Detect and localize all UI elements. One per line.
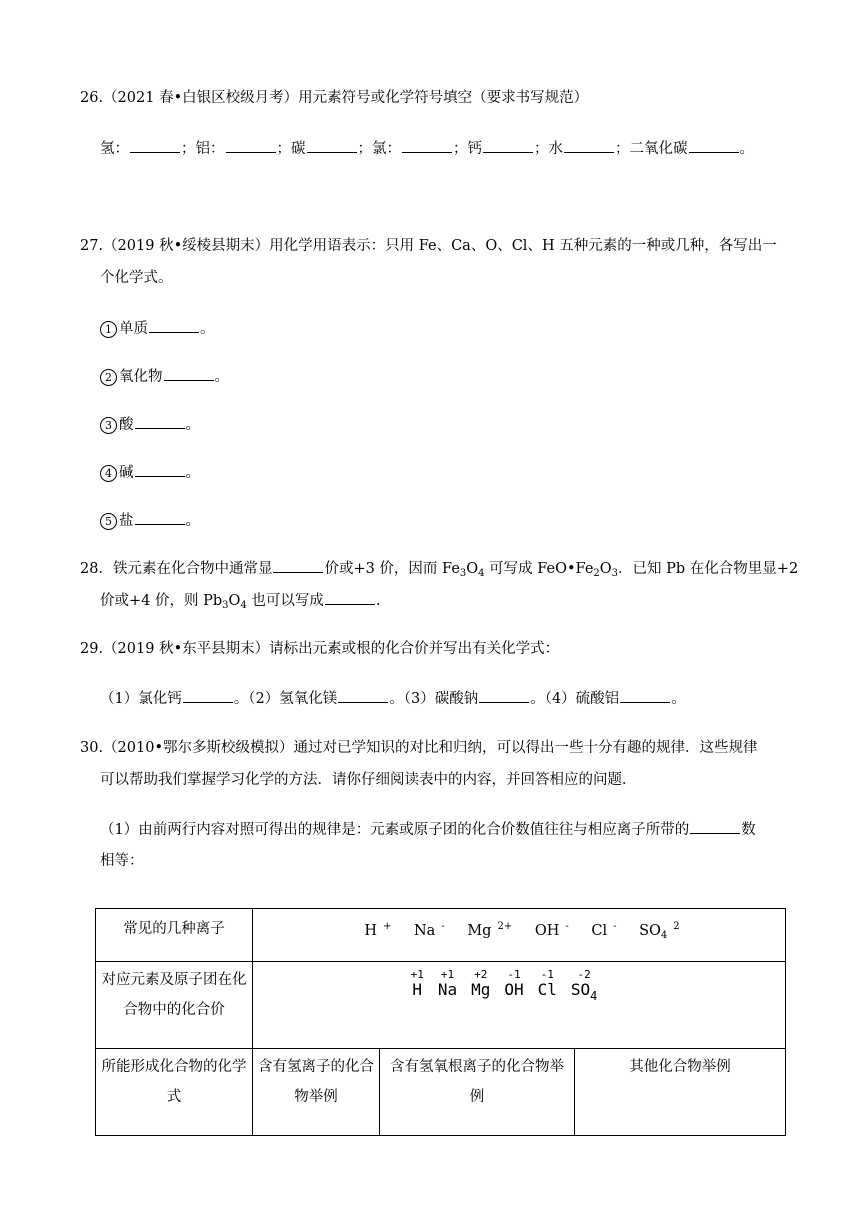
answer-blank[interactable] bbox=[130, 138, 180, 153]
valence-item bbox=[538, 968, 557, 999]
ion-charge: 2+ bbox=[497, 921, 513, 932]
q28-text: O bbox=[466, 561, 479, 577]
q28-text: 28．铁元素在化合物中通常显 bbox=[80, 561, 273, 577]
ion-charge: + bbox=[382, 921, 392, 932]
q27-sub-label: 盐 bbox=[119, 513, 134, 529]
ion-valence-table bbox=[95, 908, 786, 1136]
column-header-line: 例 bbox=[469, 1089, 485, 1105]
element-symbol: Cl bbox=[537, 980, 557, 999]
ion bbox=[529, 923, 569, 939]
q28-text: . bbox=[375, 593, 381, 609]
ion-charge: - bbox=[613, 921, 617, 932]
q26-label-cl: ；氯： bbox=[357, 141, 401, 157]
valence-item bbox=[411, 968, 424, 999]
q27-sub-1 bbox=[100, 318, 215, 339]
element-symbol bbox=[570, 980, 598, 1003]
q29-fill-line bbox=[100, 688, 686, 709]
q28-text: ．已知 Pb 在化合物里显+2 bbox=[618, 561, 799, 577]
circled-number: 5 bbox=[100, 513, 117, 530]
answer-blank[interactable] bbox=[483, 138, 533, 153]
element-symbol: H bbox=[412, 980, 423, 999]
valence-item bbox=[570, 968, 598, 1003]
valence-item bbox=[504, 968, 523, 999]
q26-fill-line bbox=[100, 138, 754, 159]
ion-charge: - bbox=[565, 921, 569, 932]
valence-number: +1 bbox=[410, 968, 424, 981]
q27-sub-label: 碱 bbox=[119, 465, 134, 481]
q26-label-ca: ；钙 bbox=[453, 141, 482, 157]
q27-sub-3 bbox=[100, 414, 200, 435]
ion-symbol: Cl bbox=[591, 923, 608, 939]
answer-blank[interactable] bbox=[135, 414, 185, 429]
answer-blank[interactable] bbox=[307, 138, 357, 153]
answer-blank[interactable] bbox=[402, 138, 452, 153]
q27-sub-2 bbox=[100, 366, 229, 387]
q26-label-al: ；铝： bbox=[181, 141, 225, 157]
q30-text: 数 bbox=[741, 822, 756, 838]
ion bbox=[358, 923, 391, 939]
ion-symbol: Na bbox=[413, 923, 436, 939]
q26-label-c: ；碳 bbox=[276, 141, 306, 157]
label-line: 式 bbox=[166, 1089, 182, 1105]
answer-blank[interactable] bbox=[135, 510, 185, 525]
valence-number: +1 bbox=[440, 968, 455, 981]
q28-text: O bbox=[599, 561, 612, 577]
label-line: 对应元素及原子团在化 bbox=[101, 972, 247, 988]
answer-blank[interactable] bbox=[273, 558, 323, 573]
answer-blank[interactable] bbox=[690, 819, 740, 834]
answer-blank[interactable] bbox=[338, 688, 388, 703]
q28-text: 也可以写成 bbox=[246, 593, 324, 609]
ion-symbol: Mg bbox=[467, 923, 492, 939]
subscript: 4 bbox=[590, 989, 598, 1003]
ion-symbol: H bbox=[364, 923, 377, 939]
q28-line1 bbox=[80, 558, 798, 579]
q26-label-co2: ；二氧化碳 bbox=[615, 141, 688, 157]
ion-symbol: OH bbox=[534, 923, 560, 939]
table-row bbox=[96, 909, 786, 962]
q30-heading-line1: 30.（2010•鄂尔多斯校级模拟）通过对已学知识的对比和归纳，可以得出一些十分有趣的规律．这些规律 bbox=[80, 740, 758, 756]
q28-text: 价或+4 价，则 Pb bbox=[100, 593, 223, 609]
label-line: 合物中的化合价 bbox=[123, 1002, 225, 1018]
subscript: 3 bbox=[459, 568, 467, 579]
column-header-line: 含有氢氧根离子的化合物举 bbox=[390, 1059, 564, 1075]
element-symbol: Mg bbox=[471, 980, 491, 999]
valence-number: -1 bbox=[507, 968, 521, 981]
valence-item bbox=[471, 968, 490, 999]
answer-blank[interactable] bbox=[164, 366, 214, 381]
q29-heading: 29.（2019 秋•东平县期末）请标出元素或根的化合价并写出有关化学式： bbox=[80, 641, 560, 657]
table-row bbox=[96, 962, 786, 1049]
answer-blank[interactable] bbox=[689, 138, 739, 153]
subscript: 2 bbox=[593, 568, 600, 579]
q29-text: 。（2）氢氧化镁 bbox=[233, 691, 338, 707]
circled-number: 3 bbox=[100, 417, 117, 434]
circled-number: 4 bbox=[100, 465, 117, 482]
valence-item bbox=[438, 968, 457, 999]
q27-sub-5 bbox=[100, 510, 200, 531]
valence-number: -1 bbox=[540, 968, 554, 981]
q29-text: （1）氯化钙 bbox=[100, 691, 182, 707]
q29-text: 。（3）碳酸钠 bbox=[389, 691, 479, 707]
q26-label-h: 氢： bbox=[100, 141, 129, 157]
row-label-formulas bbox=[96, 1049, 253, 1136]
answer-blank[interactable] bbox=[479, 688, 529, 703]
answer-blank[interactable] bbox=[183, 688, 233, 703]
label-line: 所能形成化合物的化学 bbox=[101, 1059, 247, 1075]
ion-charge: - bbox=[441, 921, 445, 932]
q28-text: O bbox=[228, 593, 241, 609]
row-label-ions: 常见的几种离子 bbox=[96, 909, 253, 962]
ion bbox=[461, 923, 512, 939]
q30-sub1-line2: 相等： bbox=[100, 853, 144, 869]
q28-text: 可写成 FeO•Fe bbox=[484, 561, 594, 577]
ion-charge: 2 bbox=[673, 921, 680, 932]
q27-heading-line1: 27.（2019 秋•绥棱县期末）用化学用语表示：只用 Fe、Ca、O、Cl、H 五种元素的一种或几种，各写出一 bbox=[80, 238, 777, 254]
answer-blank[interactable] bbox=[149, 318, 199, 333]
ion bbox=[585, 923, 616, 939]
q27-sub-label: 氧化物 bbox=[119, 369, 163, 385]
period: 。 bbox=[185, 513, 200, 529]
acid-examples-cell[interactable] bbox=[253, 1049, 380, 1136]
valence-cell bbox=[253, 962, 786, 1049]
radical-symbol: SO bbox=[570, 980, 591, 999]
base-examples-cell[interactable] bbox=[380, 1049, 575, 1136]
circled-number: 1 bbox=[100, 321, 117, 338]
ion: $SO_4^2$ bbox=[639, 921, 680, 941]
valence-number: -2 bbox=[577, 968, 591, 981]
column-header-line: 含有氢离子的化合 bbox=[258, 1059, 374, 1075]
q28-text: 价或+3 价，因而 Fe bbox=[324, 561, 460, 577]
q29-text: 。 bbox=[671, 691, 686, 707]
period: 。 bbox=[185, 465, 200, 481]
q30-text: （1）由前两行内容对照可得出的规律是：元素或原子团的化合价数值往往与相应离子所带的 bbox=[100, 822, 690, 838]
q26-label-water: ；水 bbox=[534, 141, 563, 157]
q27-sub-label: 单质 bbox=[119, 321, 148, 337]
period: 。 bbox=[200, 321, 215, 337]
row-label-valence bbox=[96, 962, 253, 1049]
answer-blank[interactable] bbox=[226, 138, 276, 153]
other-examples-cell[interactable] bbox=[575, 1049, 786, 1136]
answer-blank[interactable] bbox=[325, 590, 375, 605]
q27-heading-line2: 个化学式。 bbox=[100, 270, 173, 286]
ions-cell bbox=[253, 909, 786, 962]
answer-blank[interactable] bbox=[564, 138, 614, 153]
answer-blank[interactable] bbox=[135, 462, 185, 477]
element-symbol: OH bbox=[504, 980, 524, 999]
answer-blank[interactable] bbox=[620, 688, 670, 703]
period: 。 bbox=[185, 417, 200, 433]
q26-end: 。 bbox=[739, 141, 754, 157]
valence-row bbox=[410, 968, 598, 1003]
element-symbol: Na bbox=[437, 980, 458, 999]
column-header-line: 物举例 bbox=[294, 1089, 338, 1105]
table-row bbox=[96, 1049, 786, 1136]
q26-heading: 26.（2021 春•白银区校级月考）用元素符号或化学符号填空（要求书写规范） bbox=[80, 90, 589, 106]
valence-number: +2 bbox=[474, 968, 488, 981]
q30-heading-line2: 可以帮助我们掌握学习化学的方法．请你仔细阅读表中的内容，并回答相应的问题． bbox=[100, 772, 637, 788]
q30-sub1-line1 bbox=[100, 819, 756, 840]
subscript: 4 bbox=[240, 600, 247, 611]
ion bbox=[408, 923, 445, 939]
q29-text: 。（4）硫酸铝 bbox=[530, 691, 620, 707]
column-header-line: 其他化合物举例 bbox=[629, 1059, 731, 1075]
subscript: 3 bbox=[611, 568, 619, 579]
q28-line2 bbox=[100, 590, 381, 611]
period: 。 bbox=[214, 369, 229, 385]
subscript: 4 bbox=[478, 568, 485, 579]
q27-sub-4 bbox=[100, 462, 200, 483]
circled-number: 2 bbox=[100, 369, 117, 386]
q27-sub-label: 酸 bbox=[119, 417, 134, 433]
subscript: 3 bbox=[222, 600, 229, 611]
